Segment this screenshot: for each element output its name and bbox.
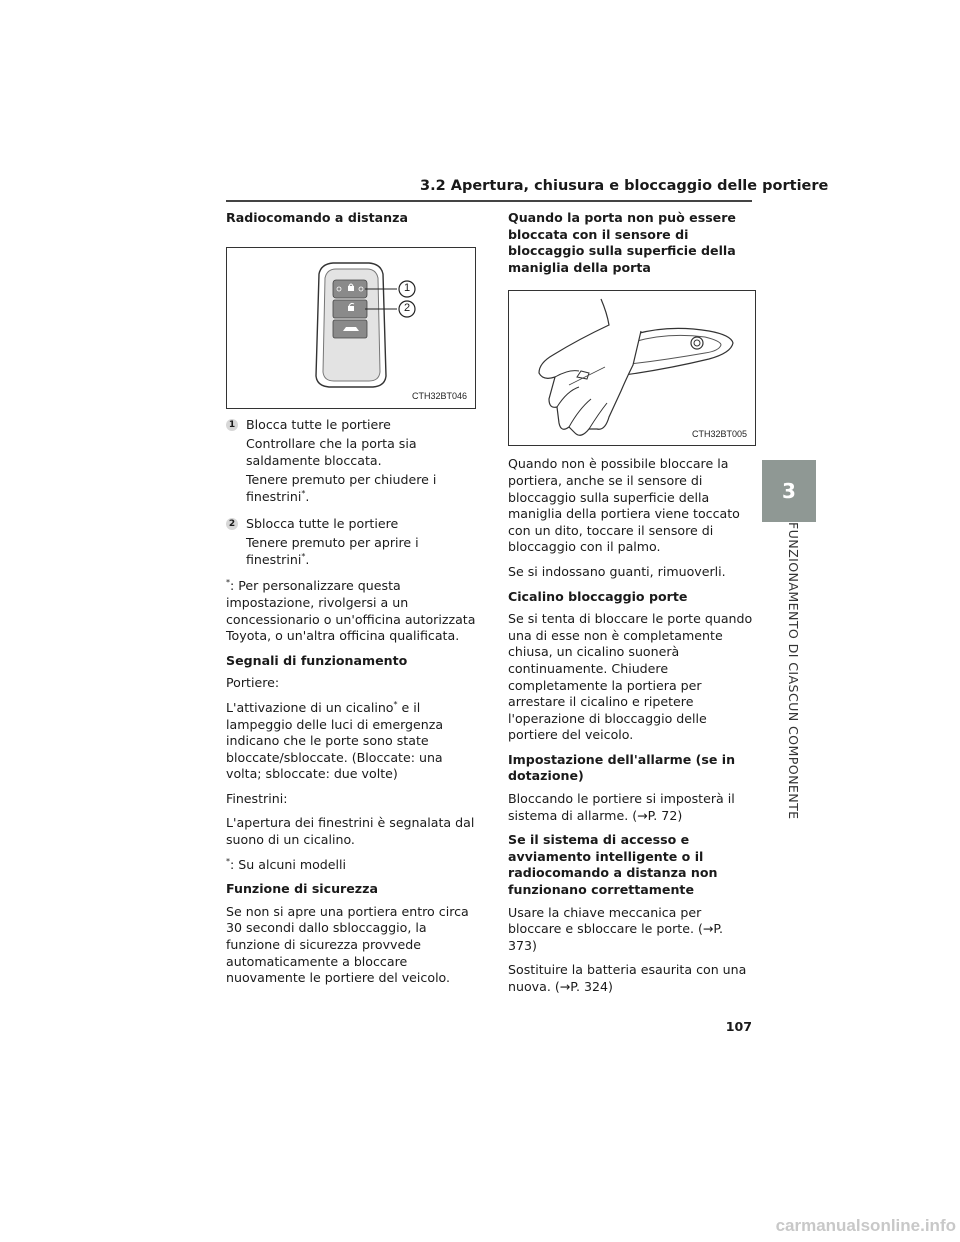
section-title: 3.2 Apertura, chiusura e bloccaggio delle portiere: [420, 178, 829, 194]
sensor-text: Quando non è possibile bloccare la portiera, anche se il sensore di bloccaggio sulla superficie della maniglia della portiera viene toccato con un dito, toccare il sensore di bloccaggio con il palmo.: [508, 456, 740, 555]
signals-heading: Segnali di funzionamento: [226, 652, 408, 668]
item-description: Tenere premuto per aprire i finestrini*.: [246, 535, 419, 567]
battery-text: Sostituire la batteria esaurita con una nuova. (→P. 324): [508, 962, 747, 994]
buzzer-heading: Cicalino bloccaggio porte: [508, 588, 688, 604]
right-column: [508, 210, 756, 1004]
buzzer-text: Se si tenta di bloccare le porte quando una di esse non è completamente chiusa, un cicalino suonerà continuamente. Chiudere completamente la portiera per arrestare il cicalino e ripetere l'operazione di bloccaggio delle portiere del veicolo.: [508, 611, 753, 743]
door-handle-figure: [508, 290, 756, 446]
chapter-label: FUNZIONAMENTO DI CIASCUN COMPONENTE: [786, 522, 801, 820]
gloves-text: Se si indossano guanti, rimuoverli.: [508, 563, 726, 579]
header-rule: [226, 200, 752, 202]
smart-heading: Se il sistema di accesso e avviamento intelligente o il radiocomando a distanza non funzionano correttamente: [508, 832, 718, 898]
key-fob-figure: [226, 247, 476, 409]
windows-label: Finestrini:: [226, 790, 288, 806]
footnote: *: Per personalizzare questa impostazione, rivolgersi a un concessionario o un'officina autorizzata Toyota, o un'altra officina qualificata.: [226, 578, 476, 644]
footnote: *: Su alcuni modelli: [226, 856, 347, 872]
safety-text: Se non si apre una portiera entro circa 30 secondi dallo sbloccaggio, la funzione di sicurezza provvede automaticamente a bloccare nuovamente le portiere del veicolo.: [226, 903, 469, 986]
figure-label-2: 2: [403, 301, 411, 314]
windows-text: L'apertura dei finestrini è segnalata dal suono di un cicalino.: [226, 815, 475, 848]
asterisk: *: [301, 488, 306, 498]
item-title: Sblocca tutte le portiere: [246, 515, 399, 531]
list-item: [226, 516, 476, 569]
list-item: [226, 417, 476, 506]
key-fob-icon: [227, 248, 471, 408]
sensor-heading: Quando la porta non può essere bloccata con il sensore di bloccaggio sulla superficie della maniglia della porta: [508, 210, 736, 275]
hand-on-handle-icon: [509, 291, 751, 445]
alarm-text: Bloccando le portiere si imposterà il sistema di allarme. (→P. 72): [508, 791, 735, 823]
watermark: carmanualsonline.info: [775, 1216, 956, 1235]
figure-code: CTH32BT046: [411, 391, 467, 401]
chapter-tab: 3: [762, 460, 816, 522]
figure-label-1: 1: [403, 281, 411, 294]
safety-heading: Funzione di sicurezza: [226, 881, 378, 897]
asterisk: *: [301, 551, 306, 561]
page-number: 107: [725, 1019, 752, 1034]
doors-label: Portiere:: [226, 675, 280, 691]
figure-code: CTH32BT005: [691, 428, 747, 439]
doors-text: L'attivazione di un cicalino* e il lampeggio delle luci di emergenza indicano che le porte sono state bloccate/sbloccate. (Bloccate: una volta; sbloccate: due volte): [226, 699, 444, 782]
item-title: Blocca tutte le portiere: [246, 416, 391, 432]
remote-heading: Radiocomando a distanza: [226, 210, 408, 225]
item-description: Tenere premuto per chiudere i finestrini*.: [246, 472, 437, 504]
item-number: 1: [226, 419, 238, 431]
item-description: Controllare che la porta sia saldamente bloccata.: [246, 436, 417, 468]
left-column: [226, 210, 476, 995]
item-number: 2: [226, 518, 238, 530]
alarm-heading: Impostazione dell'allarme (se in dotazione): [508, 751, 736, 784]
smart-text: Usare la chiave meccanica per bloccare e sbloccare le porte. (→P. 373): [508, 904, 724, 953]
